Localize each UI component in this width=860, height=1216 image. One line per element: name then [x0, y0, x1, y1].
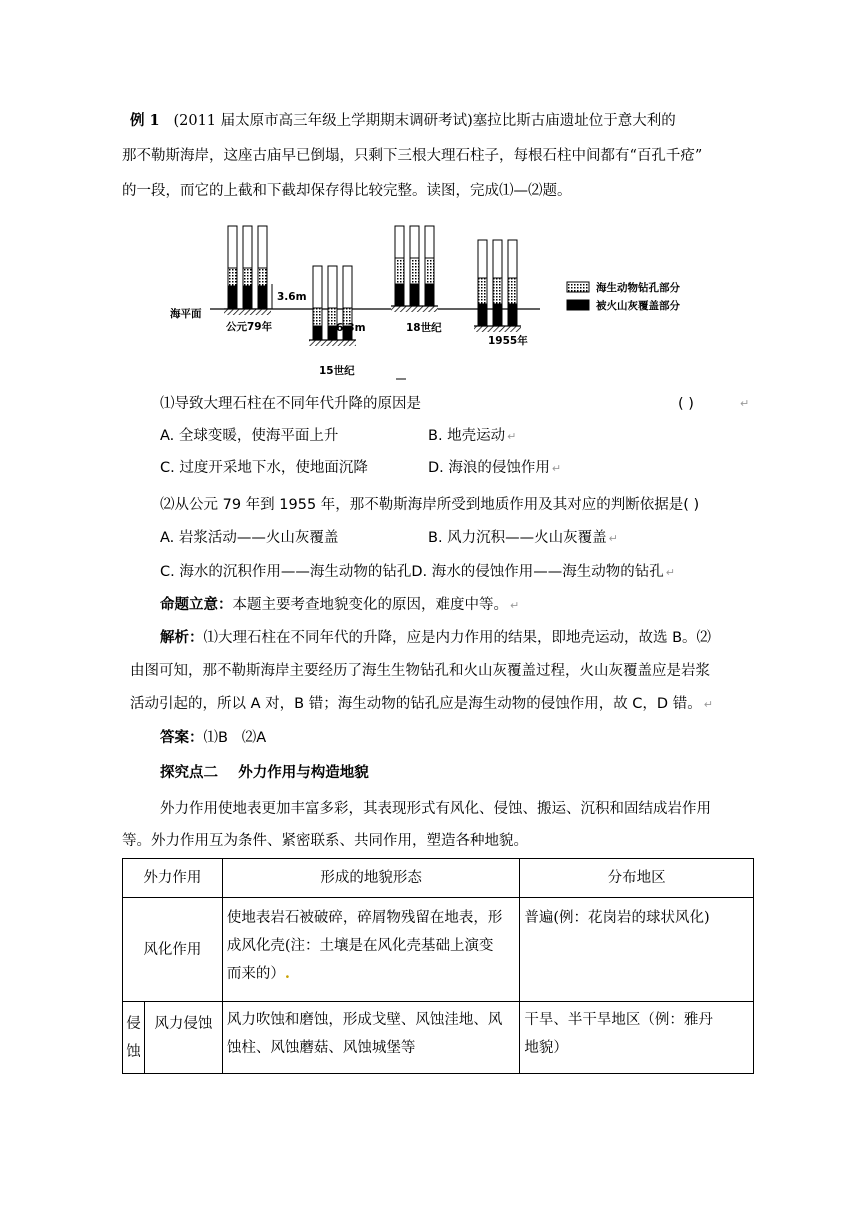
external-forces-table — [122, 858, 754, 1074]
pillar-upper-section — [425, 226, 434, 258]
q1-stem-text: ⑴导致大理石柱在不同年代升降的原因是 — [160, 396, 421, 412]
q2-options-row-2: C. 海水的沉积作用——海生动物的钻孔D. 海水的侵蚀作用——海生动物的钻孔 ↵ — [160, 564, 675, 580]
pillar-drilled-section — [410, 258, 419, 284]
landform-line: 而来的） — [226, 966, 285, 982]
example-line-1 — [130, 106, 734, 136]
header-region: 分布地区 — [520, 859, 754, 898]
q1-option-d: D. 海浪的侵蚀作用 — [428, 460, 550, 476]
landform-line: 使地表岩石被破碎，碎屑物残留在地表，形 — [226, 910, 503, 926]
pillar-ash-section — [228, 286, 237, 309]
legend-item-drilled: 海生动物钻孔部分 — [596, 282, 680, 294]
landform-line-wrap: 而来的）. — [226, 965, 290, 982]
pillar-ash-section — [313, 326, 322, 340]
pillar-drilled-section — [243, 268, 252, 286]
table-header-row — [123, 859, 754, 898]
measure-label-1: 3.6m — [277, 291, 307, 303]
intro-line-1: 外力作用使地表更加丰富多彩，其表现形式有风化、侵蚀、搬运、沉积和固结成岩作用 — [160, 801, 711, 817]
pillar-drilled-section — [258, 268, 267, 286]
row-landform — [222, 1002, 519, 1074]
q1-option-c: C. 过度开采地下水，使地面沉降 — [160, 460, 368, 476]
pillar-figure — [160, 218, 720, 382]
pillar-upper-section — [243, 226, 252, 268]
pillar-upper-section — [343, 266, 352, 308]
pillar-ash-section — [425, 284, 434, 306]
q2-option-c: C. 海水的沉积作用——海生动物的钻孔 — [160, 564, 412, 580]
landform-line: 蚀柱、风蚀蘑菇、风蚀城堡等 — [226, 1040, 416, 1056]
q1-options-row-1 — [160, 421, 764, 451]
pillar-ash-section — [258, 286, 267, 309]
q2-option-b: B. 风力沉积——火山灰覆盖 — [428, 530, 607, 546]
analysis-line-3: 活动引起的，所以 A 对，B 错；海生动物的钻孔应是海生动物的侵蚀作用，故 C，D 错。 ↵ — [130, 696, 713, 712]
example-label: 例 1 — [130, 112, 160, 129]
period-label-79: 公元79年 — [226, 321, 273, 333]
landform-line: 风力吹蚀和磨蚀，形成戈壁、风蚀洼地、风 — [226, 1012, 503, 1028]
pillar-drilled-section — [493, 278, 502, 304]
period-label-18c: 18世纪 — [406, 322, 442, 334]
example-line-3: 的一段，而它的上截和下截却保存得比较完整。读图，完成⑴—⑵题。 — [122, 183, 572, 199]
pillar-ash-section — [508, 304, 517, 326]
section-heading — [160, 758, 764, 788]
group-char: 侵 — [126, 1015, 141, 1032]
pillar-upper-section — [395, 226, 404, 258]
legend-dotted-swatch — [567, 282, 589, 292]
q1-options-row-2 — [160, 453, 764, 483]
landform-line: 成风化壳(注：土壤是在风化壳基础上演变 — [226, 938, 494, 954]
pillar-drilled-section — [313, 308, 322, 326]
region-line: 普遍(例：花岗岩的球状风化) — [524, 910, 710, 926]
ground-hatch — [391, 306, 438, 312]
region-line: 地貌） — [524, 1040, 568, 1056]
q1-option-d-wrap: D. 海浪的侵蚀作用 ↵ — [428, 460, 562, 476]
q1-option-b: B. 地壳运动 — [428, 428, 506, 444]
ground-hatch — [474, 326, 521, 332]
row-category: 风化作用 — [123, 898, 223, 1002]
q2-option-a: A. 岩浆活动——火山灰覆盖 — [160, 530, 339, 546]
pillar-upper-section — [508, 240, 517, 278]
analysis-text-1: ⑴大理石柱在不同年代的升降，应是内力作用的结果，即地壳运动，故选 B。⑵ — [203, 630, 712, 646]
pillar-upper-section — [313, 266, 322, 308]
row-region — [520, 898, 754, 1002]
q2-options-row-1 — [160, 523, 764, 553]
pillar-upper-section — [410, 226, 419, 258]
row-category: 风力侵蚀 — [144, 1002, 222, 1074]
pillar-drilled-section — [508, 278, 517, 304]
legend-black-swatch — [567, 300, 589, 310]
analysis-label: 解析： — [160, 630, 204, 646]
region-line: 干旱、半干旱地区（例：雅丹 — [524, 1012, 713, 1028]
pillar-ash-section — [410, 284, 419, 306]
q2-option-d: D. 海水的侵蚀作用——海生动物的钻孔 — [411, 564, 664, 580]
pillar-upper-section — [228, 226, 237, 268]
analysis-text-3: 活动引起的，所以 A 对，B 错；海生动物的钻孔应是海生动物的侵蚀作用，故 C，D 错。 — [130, 696, 702, 712]
pillar-drilled-section — [425, 258, 434, 284]
row-region — [520, 1002, 754, 1074]
pillar-ash-section — [243, 286, 252, 309]
measure-label-2: 6.3m — [336, 322, 366, 334]
pillar-drilled-section — [478, 278, 487, 304]
pillar-ash-section — [478, 304, 487, 326]
pillar-drilled-section — [395, 258, 404, 284]
sea-level-label: 海平面 — [170, 308, 202, 320]
pillar-upper-section — [493, 240, 502, 278]
header-force: 外力作用 — [123, 859, 223, 898]
pillar-drilled-section — [228, 268, 237, 286]
example-line-2: 那不勒斯海岸，这座古庙早已倒塌，只剩下三根大理石柱子，每根石柱中间都有“百孔千疮” — [122, 148, 703, 164]
section-label: 探究点二 — [160, 765, 218, 781]
answer-label: 答案： — [160, 730, 204, 746]
ground-hatch — [224, 309, 271, 315]
table-row — [123, 1002, 754, 1074]
intent-line: 命题立意：本题主要考查地貌变化的原因，难度中等。 ↵ — [160, 597, 520, 613]
pillar-ash-section — [493, 304, 502, 326]
q1-stem: ⑴导致大理石柱在不同年代升降的原因是 ( ) ↵ — [160, 389, 720, 419]
table-row — [123, 898, 754, 1002]
pillar-ash-section — [395, 284, 404, 306]
q1-bracket: ( ) — [678, 396, 694, 412]
row-group — [123, 1002, 145, 1074]
pillar-upper-section — [258, 226, 267, 268]
ground-hatch — [309, 340, 356, 346]
intent-label: 命题立意： — [160, 597, 233, 613]
q1-option-a: A. 全球变暖，使海平面上升 — [160, 428, 339, 444]
header-landform: 形成的地貌形态 — [222, 859, 519, 898]
answer-text: ⑴B ⑵A — [203, 730, 267, 746]
example-source: (2011 届太原市高三年级上学期期末调研考试)塞拉比斯古庙遗址位于意大利的 — [173, 113, 676, 129]
analysis-line-2: 由图可知，那不勒斯海岸主要经历了海生生物钻孔和火山灰覆盖过程，火山灰覆盖应是岩浆 — [130, 663, 710, 679]
period-label-15c: 15世纪 — [319, 365, 355, 377]
q1-option-b-wrap: B. 地壳运动 ↵ — [428, 428, 517, 444]
q2-option-b-wrap: B. 风力沉积——火山灰覆盖 ↵ — [428, 530, 618, 546]
period-label-1955: 1955年 — [488, 335, 528, 347]
q2-stem: ⑵从公元 79 年到 1955 年，那不勒斯海岸所受到地质作用及其对应的判断依据是( ) — [160, 497, 700, 513]
intent-text: 本题主要考查地貌变化的原因，难度中等。 — [232, 597, 508, 613]
legend-item-ash: 被火山灰覆盖部分 — [596, 300, 680, 312]
group-char: 蚀 — [126, 1043, 141, 1060]
pillar-upper-section — [478, 240, 487, 278]
intro-line-2: 等。外力作用互为条件、紧密联系、共同作用，塑造各种地貌。 — [122, 833, 528, 849]
pillar-upper-section — [328, 266, 337, 308]
analysis-line-1 — [160, 623, 740, 653]
row-landform — [222, 898, 519, 1002]
section-title: 外力作用与构造地貌 — [238, 765, 369, 781]
answer-line — [160, 723, 764, 753]
